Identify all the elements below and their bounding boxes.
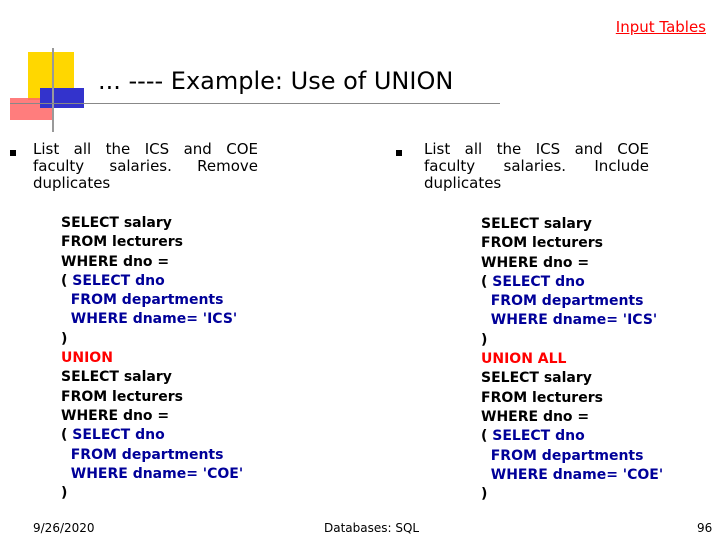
sql-line: FROM lecturers xyxy=(481,235,603,252)
deco-title-rule xyxy=(10,103,500,104)
sql-line: WHERE dname= 'COE' xyxy=(481,466,664,483)
sql-line: FROM departments xyxy=(481,447,644,464)
left-sql-code xyxy=(61,214,243,503)
sql-line: ) xyxy=(61,330,68,347)
left-bullet-icon xyxy=(10,150,16,156)
sql-line: WHERE dname= 'ICS' xyxy=(481,312,658,329)
deco-vertical-line xyxy=(52,48,54,132)
right-bullet-icon xyxy=(396,150,402,156)
sql-line: ( SELECT dno xyxy=(481,273,585,290)
sql-line: UNION ALL xyxy=(481,351,567,368)
sql-line: SELECT salary xyxy=(61,215,172,231)
sql-line: WHERE dno = xyxy=(61,407,170,424)
footer-page-number: 96 xyxy=(697,521,713,535)
sql-line: WHERE dno = xyxy=(481,408,590,425)
sql-line: UNION xyxy=(61,350,113,367)
sql-line: FROM lecturers xyxy=(481,389,603,406)
sql-line: FROM departments xyxy=(61,446,224,463)
sql-line: SELECT salary xyxy=(61,369,172,386)
right-bullet-text: List all the ICS and COE faculty salaries. Include duplicates xyxy=(424,140,649,192)
footer-date: 9/26/2020 xyxy=(33,521,95,535)
sql-line: ) xyxy=(481,486,488,503)
sql-line: ( SELECT dno xyxy=(481,428,585,445)
slide-title: ... ---- Example: Use of UNION xyxy=(98,67,454,95)
input-tables-link[interactable]: Input Tables xyxy=(615,18,706,36)
sql-line: WHERE dname= 'COE' xyxy=(61,465,244,482)
sql-line: WHERE dname= 'ICS' xyxy=(61,311,238,328)
sql-line: ( SELECT dno xyxy=(61,427,165,444)
sql-line: SELECT salary xyxy=(481,216,592,232)
sql-line: FROM departments xyxy=(61,292,224,309)
sql-line: ( SELECT dno xyxy=(61,272,165,289)
left-bullet-text: List all the ICS and COE faculty salaries. Remove duplicates xyxy=(33,140,258,192)
sql-line: ) xyxy=(61,485,68,502)
sql-line: FROM lecturers xyxy=(61,388,183,405)
sql-line: WHERE dno = xyxy=(481,254,590,271)
right-sql-code xyxy=(481,215,663,504)
footer-topic: Databases: SQL xyxy=(324,521,420,535)
deco-blue-square xyxy=(40,88,84,108)
sql-line: ) xyxy=(481,331,488,348)
sql-line: WHERE dno = xyxy=(61,253,170,270)
sql-line: FROM lecturers xyxy=(61,234,183,251)
sql-line: FROM departments xyxy=(481,293,644,310)
sql-line: SELECT salary xyxy=(481,370,592,387)
